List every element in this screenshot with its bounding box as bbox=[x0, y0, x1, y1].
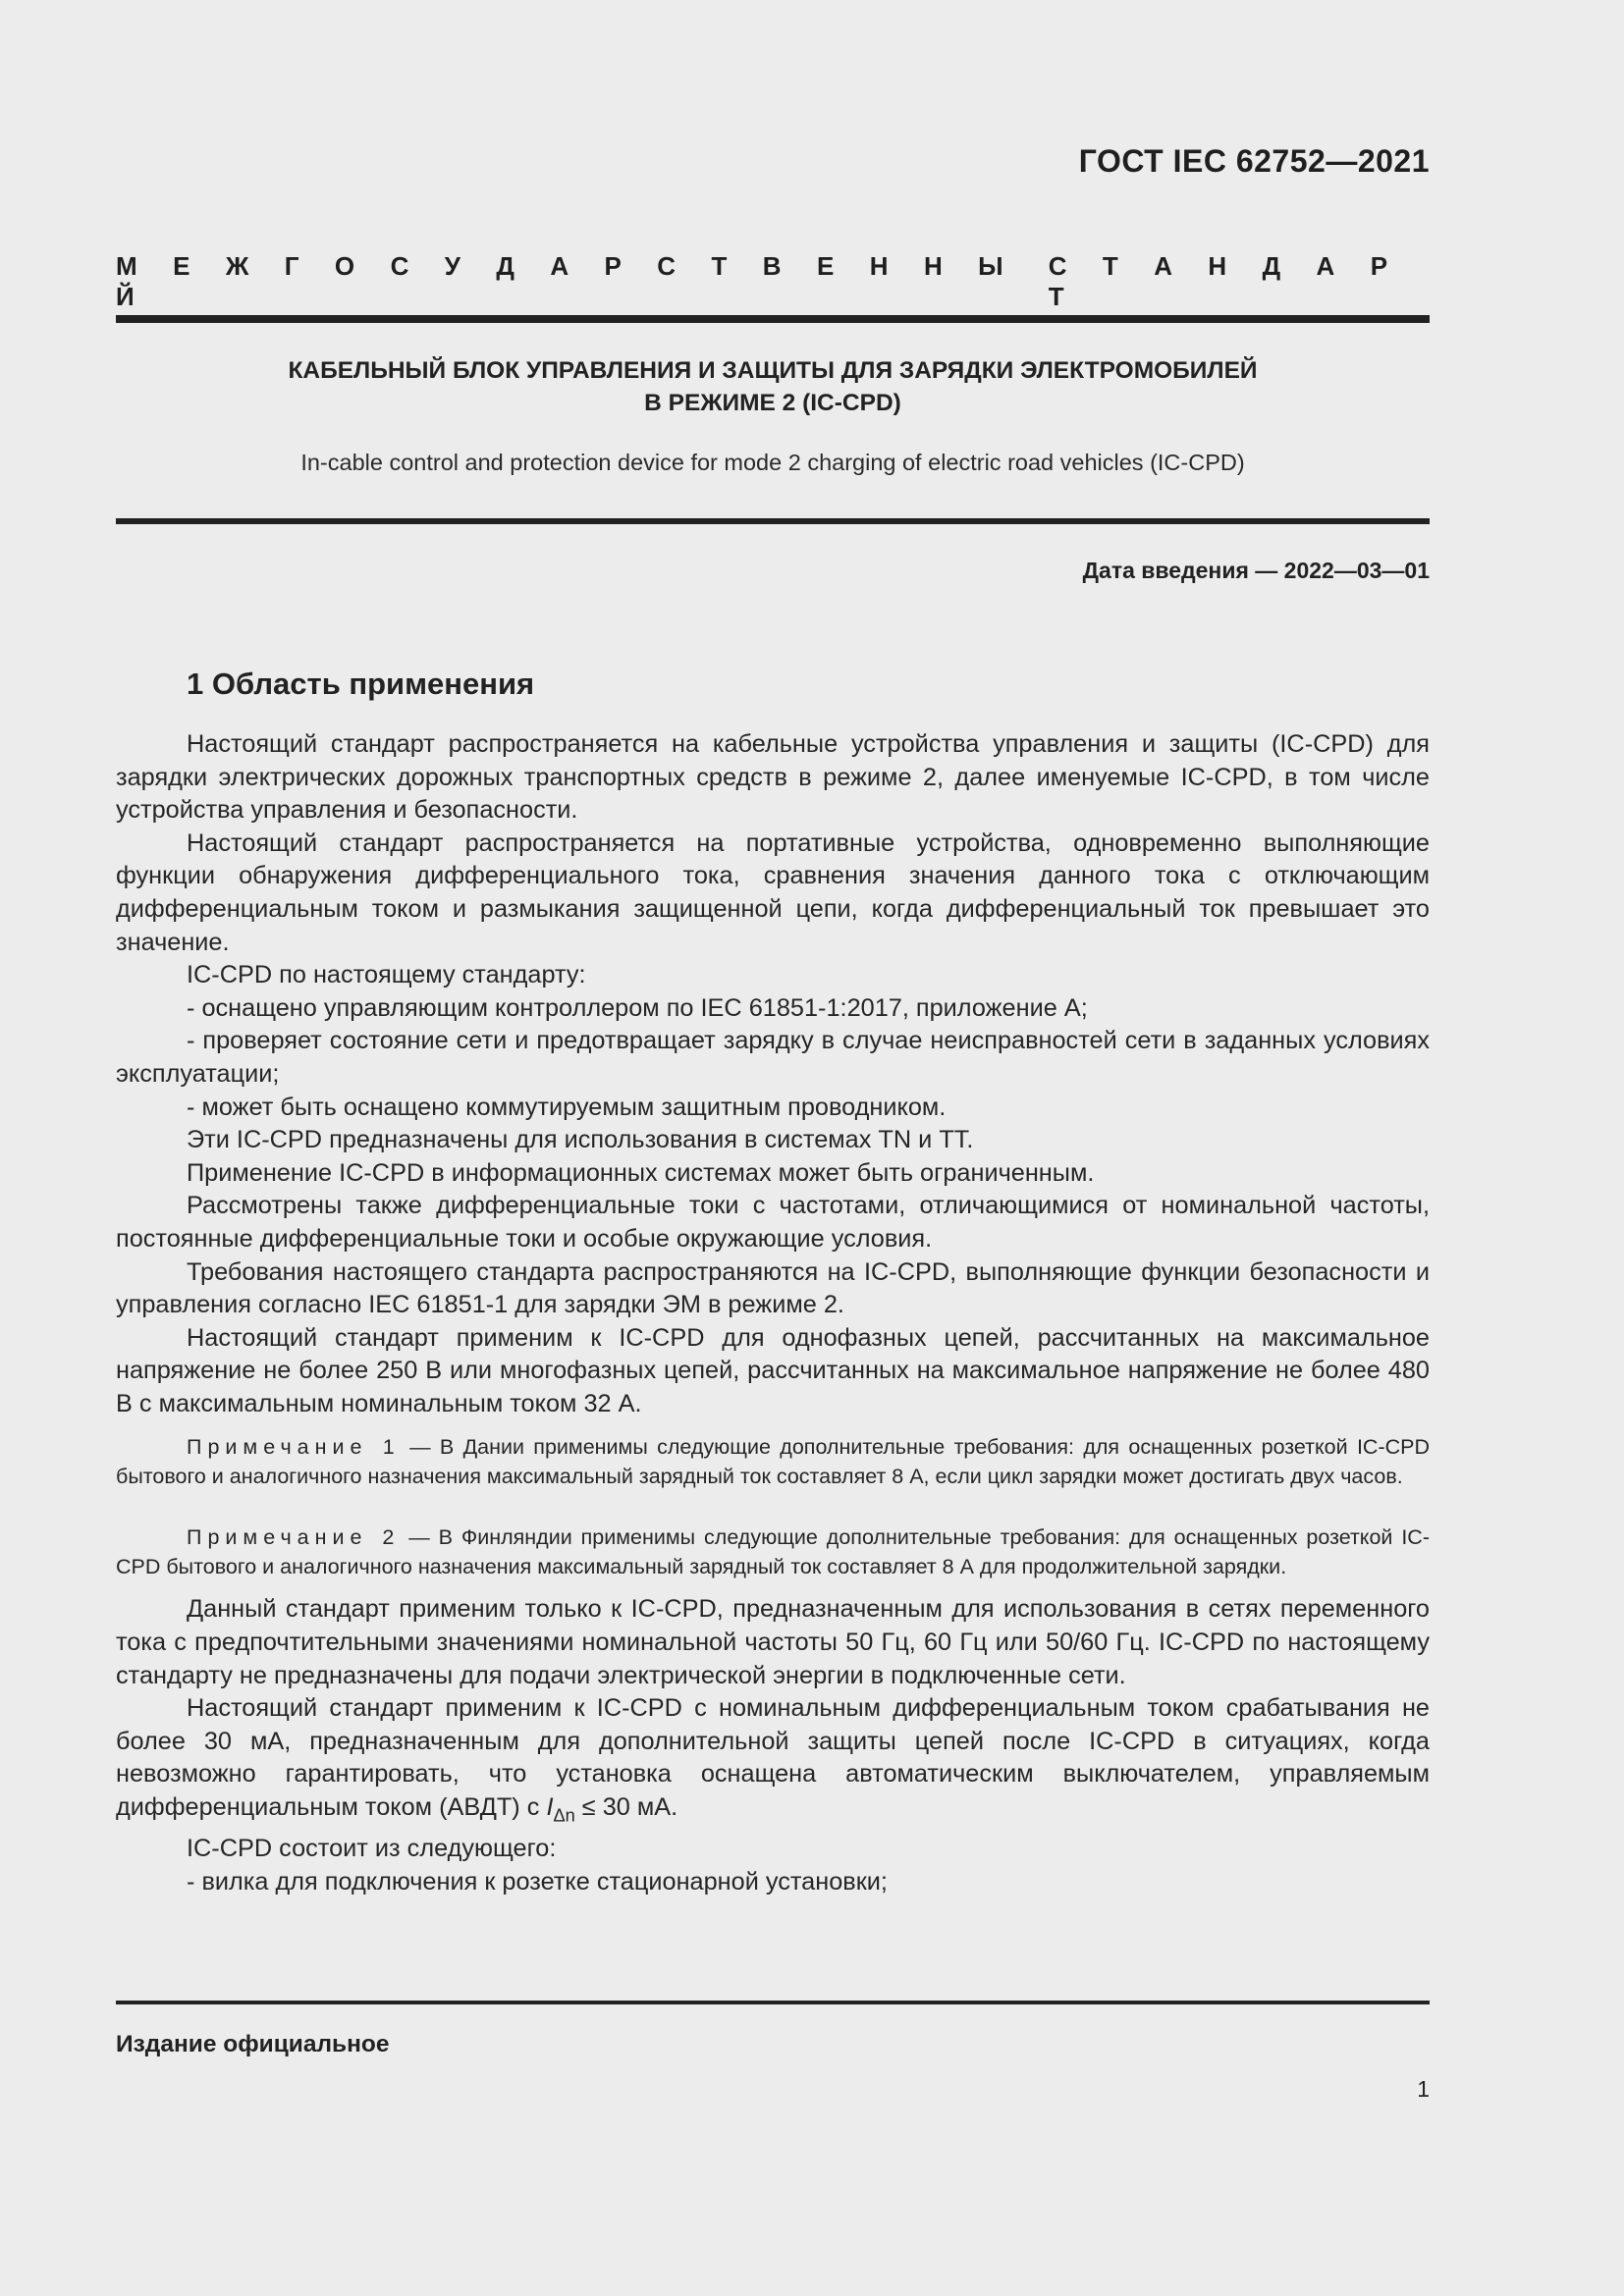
paragraph: Эти IC-CPD предназначены для использования в системах TN и TT. bbox=[187, 1126, 974, 1154]
paragraph: Настоящий стандарт распространяется на кабельные устройства управления и защиты (IC-CPD) для зарядки электрических дорожных транспортных средств в режиме 2, далее именуемые IC-CPD, в том числе устройства управления и безопасности. bbox=[116, 730, 1430, 825]
list-item: - вилка для подключения к розетке стационарной установки; bbox=[187, 1867, 888, 1896]
official-edition-label: Издание официальное bbox=[116, 2031, 390, 2057]
paragraph: IC-CPD состоит из следующего: bbox=[187, 1835, 557, 1862]
list-item: - может быть оснащено коммутируемым защитным проводником. bbox=[187, 1093, 947, 1121]
paragraph: Настоящий стандарт распространяется на портативные устройства, одновременно выполняющие функции обнаружения дифференциального тока, сравнения значения данного тока с отключающим дифференциальным током и размыкания защищенной цепи, когда дифференциальный ток превышает это значение. bbox=[116, 828, 1430, 956]
note-1 bbox=[116, 1432, 1430, 1491]
rated-current-subscript: Δn bbox=[553, 1805, 575, 1826]
title-bottom-rule bbox=[116, 518, 1430, 524]
title-english: In-cable control and protection device for mode 2 charging of electric road vehicles (IC-CPD) bbox=[300, 450, 1245, 475]
document-page bbox=[116, 0, 1430, 2296]
footer-rule bbox=[116, 2001, 1430, 2004]
title-russian bbox=[116, 354, 1430, 419]
section-heading: 1 Область применения bbox=[187, 667, 535, 701]
list-item: - оснащено управляющим контроллером по IEC 61851-1:2017, приложение А; bbox=[187, 993, 1088, 1022]
standard-kind-left: М Е Ж Г О С У Д А Р С Т В Е Н Н Ы Й bbox=[116, 251, 1018, 311]
paragraph: Данный стандарт применим только к IC-CPD, предназначенным для использования в сетях переменного тока с предпочтительными значениями номинальной частоты 50 Гц, 60 Гц или 50/60 Гц. IC-CPD по настоящему стандарту не предназначены для подачи электрической энергии в подключенные сети. bbox=[116, 1595, 1430, 1689]
list-item: - проверяет состояние сети и предотвращает зарядку в случае неисправностей сети в заданных условиях эксплуатации; bbox=[116, 1027, 1430, 1088]
paragraph-rcd bbox=[116, 1692, 1430, 1833]
note-2-text: — В Финляндии применимы следующие дополнительные требования: для оснащенных розеткой IC-CPD бытового и аналогичного назначения максимальный зарядный ток составляет 8 А для продолжительной зарядки. bbox=[116, 1525, 1430, 1579]
page-number: 1 bbox=[1417, 2076, 1430, 2102]
rcd-text-start: Настоящий стандарт применим к IC-CPD с номинальным дифференциальным током срабатывания не более 30 мА, предназначенным для дополнительной защиты цепей после IC-CPD в ситуациях, когда невозможно гарантировать, что установка оснащена автоматическим выключателем, управляемым дифференциальным током (АВДТ) с bbox=[116, 1694, 1430, 1822]
paragraph: Применение IC-CPD в информационных системах может быть ограниченным. bbox=[187, 1158, 1095, 1187]
note-1-label: Примечание 1 bbox=[187, 1435, 401, 1460]
title-russian-line1: КАБЕЛЬНЫЙ БЛОК УПРАВЛЕНИЯ И ЗАЩИТЫ ДЛЯ ЗАРЯДКИ ЭЛЕКТРОМОБИЛЕЙ bbox=[288, 357, 1258, 384]
note-2 bbox=[116, 1522, 1430, 1581]
top-rule bbox=[116, 315, 1430, 323]
paragraph: Рассмотрены также дифференциальные токи с частотами, отличающимися от номинальной частоты, постоянные дифференциальные токи и особые окружающие условия. bbox=[116, 1192, 1430, 1253]
title-russian-line2: В РЕЖИМЕ 2 (IC-CPD) bbox=[644, 390, 901, 416]
rcd-text-end: ≤ 30 мА. bbox=[574, 1793, 678, 1822]
paragraph: IC-CPD по настоящему стандарту: bbox=[187, 961, 586, 989]
document-code: ГОСТ IEC 62752—2021 bbox=[1078, 143, 1430, 179]
note-2-label: Примечание 2 bbox=[187, 1525, 401, 1550]
introduction-date: Дата введения — 2022—03—01 bbox=[1082, 558, 1430, 583]
paragraph: Требования настоящего стандарта распространяются на IC-CPD, выполняющие функции безопасности и управления согласно IEC 61851-1 для зарядки ЭМ в режиме 2. bbox=[116, 1257, 1430, 1319]
note-1-text: — В Дании применимы следующие дополнительные требования: для оснащенных розеткой IC-CPD бытового и аналогичного назначения максимальный зарядный ток составляет 8 А, если цикл зарядки может достигать двух часов. bbox=[116, 1435, 1430, 1489]
section-body bbox=[116, 728, 1430, 1898]
standard-kind-right: С Т А Н Д А Р Т bbox=[1048, 251, 1402, 311]
standard-kind bbox=[116, 251, 1430, 312]
rated-current-symbol: I bbox=[546, 1793, 554, 1822]
paragraph: Настоящий стандарт применим к IC-CPD для однофазных цепей, рассчитанных на максимальное напряжение не более 250 В или многофазных цепей, рассчитанных на максимальное напряжение не более 480 В с максимальным номинальным током 32 А. bbox=[116, 1323, 1430, 1417]
